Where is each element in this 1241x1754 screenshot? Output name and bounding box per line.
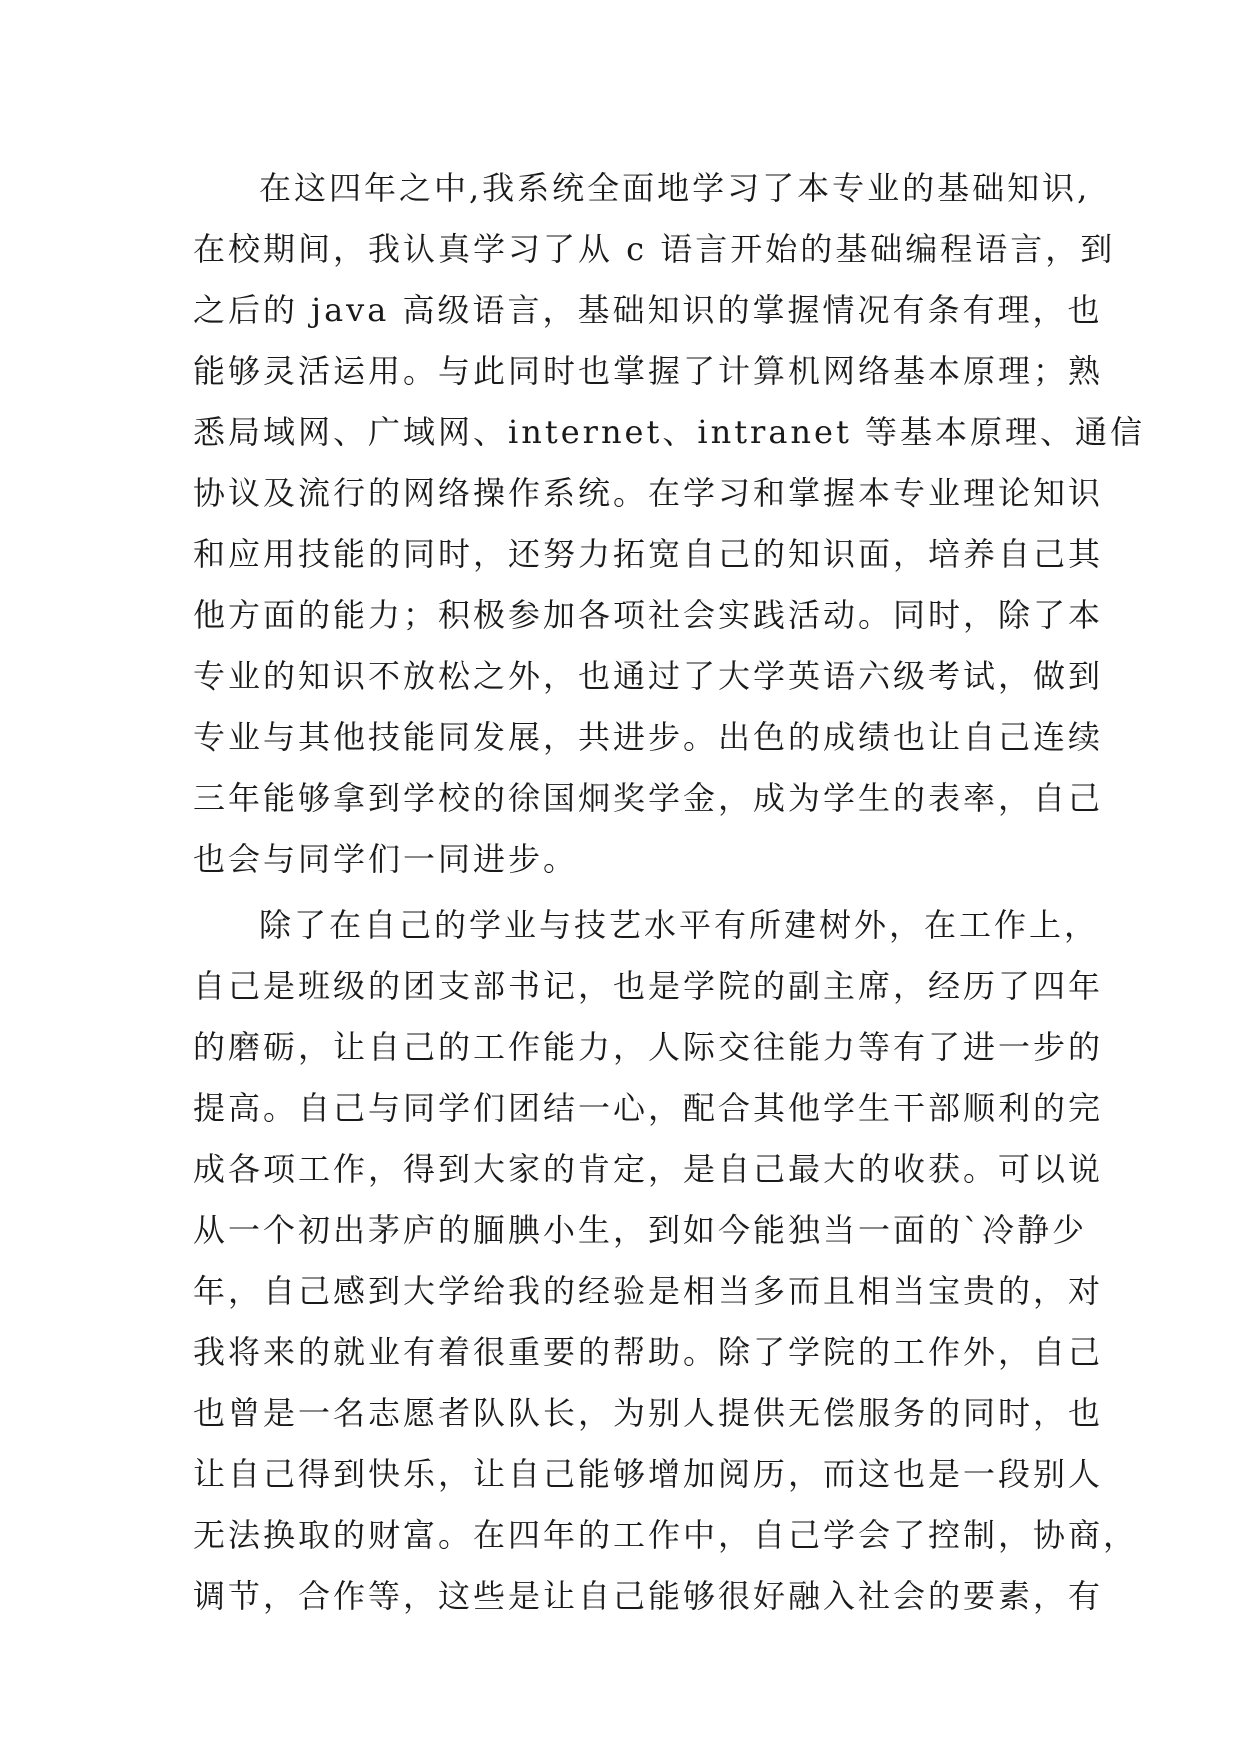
text-line: 之后的 java 高级语言，基础知识的掌握情况有条有理，也 [193, 291, 1103, 329]
text-line: 和应用技能的同时，还努力拓宽自己的知识面，培养自己其 [193, 535, 1104, 573]
text-line: 的磨砺，让自己的工作能力，人际交往能力等有了进一步的 [193, 1028, 1104, 1066]
text-line: 专业与其他技能同发展，共进步。出色的成绩也让自己连续 [193, 718, 1104, 756]
text-line: 协议及流行的网络操作系统。在学习和掌握本专业理论知识 [193, 474, 1104, 512]
text-line: 提高。自己与同学们团结一心，配合其他学生干部顺利的完 [193, 1089, 1104, 1127]
text-line: 我将来的就业有着很重要的帮助。除了学院的工作外，自己 [193, 1333, 1104, 1371]
text-line: 除了在自己的学业与技艺水平有所建树外，在工作上， [259, 906, 1100, 944]
text-line: 在这四年之中,我系统全面地学习了本专业的基础知识, [259, 169, 1091, 207]
text-line: 在校期间，我认真学习了从 c 语言开始的基础编程语言，到 [193, 230, 1116, 268]
text-line: 自己是班级的团支部书记，也是学院的副主席，经历了四年 [193, 967, 1104, 1005]
text-line: 从一个初出茅庐的腼腆小生，到如今能独当一面的`冷静少 [193, 1211, 1088, 1249]
text-line: 让自己得到快乐，让自己能够增加阅历，而这也是一段别人 [193, 1455, 1104, 1493]
text-line: 成各项工作，得到大家的肯定，是自己最大的收获。可以说 [193, 1150, 1104, 1188]
text-line: 悉局域网、广域网、internet、intranet 等基本原理、通信 [193, 413, 1146, 451]
text-line: 也曾是一名志愿者队队长，为别人提供无偿服务的同时，也 [193, 1394, 1104, 1432]
text-line: 三年能够拿到学校的徐国炯奖学金，成为学生的表率，自己 [193, 779, 1104, 817]
text-line: 能够灵活运用。与此同时也掌握了计算机网络基本原理；熟 [193, 352, 1104, 390]
document-body [193, 158, 1146, 1627]
paragraph-2 [193, 895, 1139, 1627]
text-line: 也会与同学们一同进步。 [193, 840, 579, 878]
paragraph-1 [193, 158, 1146, 890]
text-line: 调节，合作等，这些是让自己能够很好融入社会的要素，有 [193, 1577, 1104, 1615]
text-line: 专业的知识不放松之外，也通过了大学英语六级考试，做到 [193, 657, 1104, 695]
text-line: 无法换取的财富。在四年的工作中，自己学会了控制，协商， [193, 1516, 1139, 1554]
text-line: 年，自己感到大学给我的经验是相当多而且相当宝贵的，对 [193, 1272, 1104, 1310]
text-line: 他方面的能力；积极参加各项社会实践活动。同时，除了本 [193, 596, 1104, 634]
